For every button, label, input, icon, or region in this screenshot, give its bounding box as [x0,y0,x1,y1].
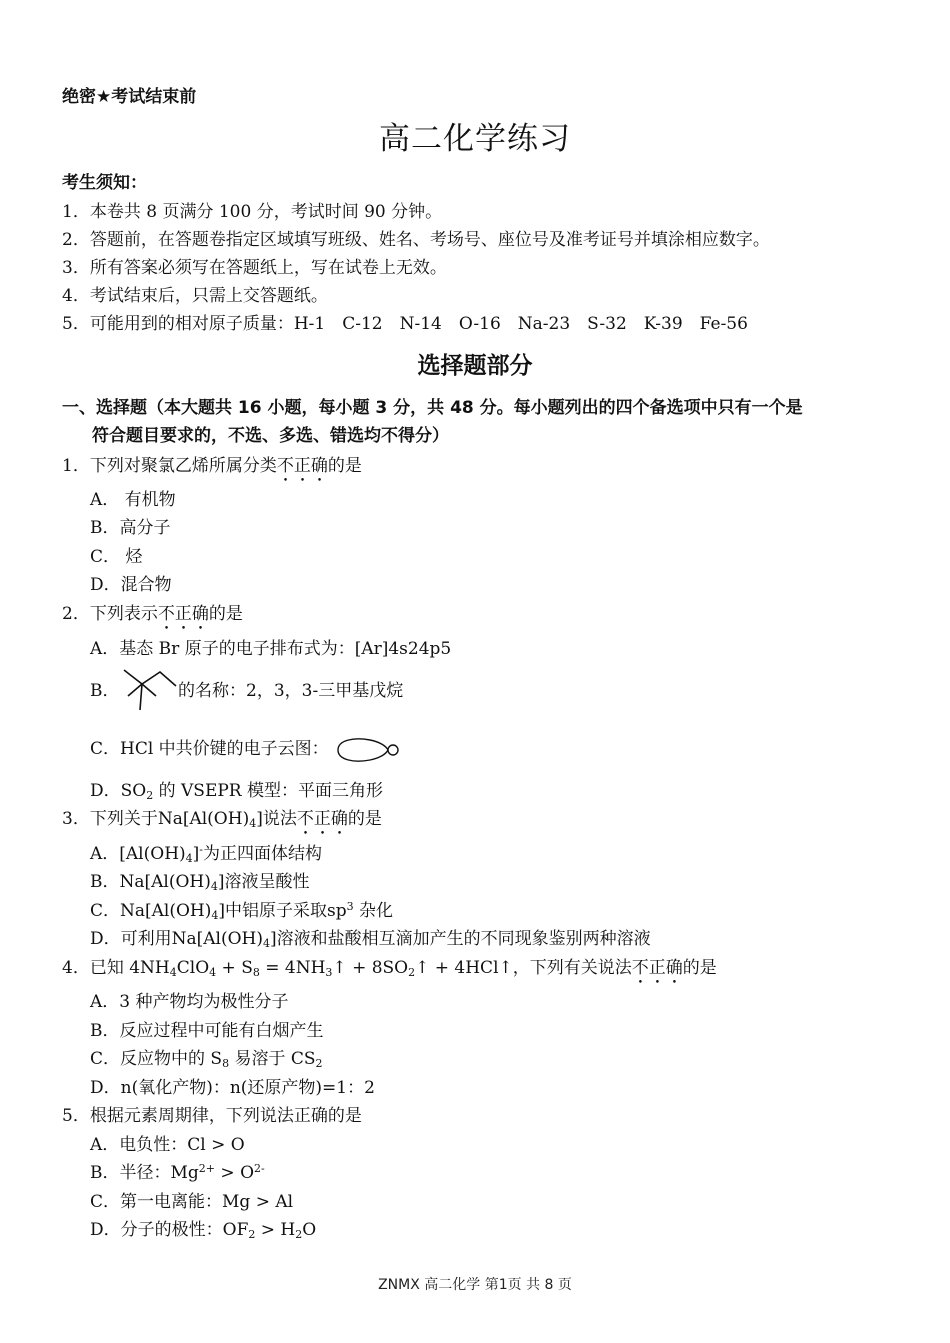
emphasis-text: 不正确 [276,456,328,476]
question-4-option-a: A．3 种产物均为极性分子 [90,992,289,1012]
part-heading-line-1: 一、选择题（本大题共 16 小题，每小题 3 分，共 48 分。每小题列出的四个备选项中只有一个是 [62,398,803,418]
question-1-option-b: B．高分子 [90,518,171,538]
stem-text: + S [216,958,253,978]
emphasis-text: 不正确 [157,604,209,624]
option-text: 杂化 [353,901,394,921]
question-5-option-c: C．第一电离能：Mg > Al [90,1192,294,1212]
page-footer: ZNMX 高二化学 第1页 共 8 页 [378,1277,572,1293]
option-text: 的名称：2，3，3-三甲基戊烷 [178,681,404,701]
confidential-mark: 绝密★考试结束前 [62,87,197,107]
question-2-stem [62,599,243,634]
notice-item-5: 5．可能用到的相对原子质量：H-1 C-12 N-14 O-16 Na-23 S-32 K-39 Fe-56 [62,314,748,334]
emphasis-text: 不正确 [631,958,683,978]
option-text: ]溶液和盐酸相互滴加产生的不同现象鉴别两种溶液 [270,929,651,949]
stem-text: ]说法 [256,809,297,829]
question-1-stem [62,451,362,486]
part-heading-line-2: 符合题目要求的，不选、多选、错选均不得分） [92,426,449,446]
stem-text: 4．已知 4NH [62,958,170,978]
question-5-option-d [90,1215,316,1241]
skeletal-formula-icon [120,662,178,712]
part-heading [62,394,902,450]
stem-text: 的是 [327,456,362,476]
option-text: D．可利用Na[Al(OH) [90,929,264,949]
option-text: A．[Al(OH) [90,844,186,864]
stem-text: = 4NH [259,958,326,978]
subscript: 4 [263,937,271,950]
question-4-stem [62,953,717,988]
superscript: 2+ [198,1162,216,1175]
stem-text: 3．下列关于Na[Al(OH) [62,809,250,829]
subscript: 8 [222,1057,230,1070]
subscript: 2 [295,1228,303,1241]
superscript: 3 [346,900,354,913]
notice-item-4: 4．考试结束后，只需上交答题纸。 [62,286,328,306]
question-1-option-a: A． 有机物 [90,490,176,510]
question-3-option-d [90,924,651,950]
superscript: - [199,843,204,856]
option-text: 为正四面体结构 [203,844,323,864]
question-4-option-b: B．反应过程中可能有白烟产生 [90,1021,324,1041]
stem-text: 的是 [682,958,717,978]
subscript: 4 [210,880,218,893]
subscript: 2 [248,1228,256,1241]
notice-heading: 考生须知： [62,173,147,193]
section-title: 选择题部分 [417,353,533,379]
question-2-option-a: A．基态 Br 原子的电子排布式为：[Ar]4s24p5 [90,639,452,659]
subscript: 8 [252,966,260,979]
subscript: 4 [185,852,193,865]
option-text: B．Na[Al(OH) [90,872,211,892]
stem-text: ↑ + 4HCl↑，下列有关说法 [415,958,632,978]
stem-text: ↑ + 8SO [332,958,409,978]
notice-item-2: 2．答题前，在答题卷指定区域填写班级、姓名、考场号、座位号及准考证号并填涂相应数字。 [62,230,770,250]
option-text: B．半径：Mg [90,1163,199,1183]
stem-text: 的是 [347,809,382,829]
subscript: 2 [146,789,154,802]
option-text: > O [215,1163,255,1183]
electron-cloud-icon [334,735,400,765]
option-label: B． [90,681,120,701]
subscript: 2 [408,966,416,979]
option-text: C．反应物中的 S [90,1049,223,1069]
question-5-stem: 5．根据元素周期律，下列说法正确的是 [62,1106,362,1126]
option-text: O [302,1220,317,1240]
option-text: D．SO [90,781,147,801]
subscript: 4 [169,966,177,979]
page-title: 高二化学练习 [379,121,571,157]
stem-text: 2．下列表示 [62,604,158,624]
question-1-option-c: C． 烃 [90,547,143,567]
question-4-option-c [90,1044,323,1070]
notice-item-3: 3．所有答案必须写在答题纸上，写在试卷上无效。 [62,258,447,278]
question-3-stem [62,804,382,839]
question-5-option-a: A．电负性：Cl > O [90,1135,245,1155]
question-2-option-d [90,776,383,802]
subscript: 4 [249,817,257,830]
option-text: 的 VSEPR 模型：平面三角形 [153,781,384,801]
question-4-option-d: D．n(氧化产物)：n(还原产物)=1：2 [90,1078,375,1098]
question-5-option-b [90,1158,265,1183]
question-2-option-c [90,734,400,765]
option-text: ]溶液呈酸性 [217,872,310,892]
option-text: ]中铝原子采取sp [218,901,347,921]
option-text: > H [255,1220,296,1240]
stem-text: 1．下列对聚氯乙烯所属分类 [62,456,277,476]
stem-text: 的是 [208,604,243,624]
question-1-option-d: D．混合物 [90,575,172,595]
stem-text: ClO [176,958,210,978]
option-text: C．Na[Al(OH) [90,901,212,921]
option-text: ] [192,844,200,864]
option-text: D．分子的极性：OF [90,1220,249,1240]
subscript: 4 [209,966,217,979]
question-3-option-c [90,896,393,922]
notice-item-1: 1．本卷共 8 页满分 100 分，考试时间 90 分钟。 [62,202,443,222]
option-text: C．HCl 中共价键的电子云图： [90,739,329,759]
option-text: 易溶于 CS [229,1049,316,1069]
question-3-option-b [90,867,310,893]
subscript: 2 [315,1057,323,1070]
question-3-option-a [90,839,322,865]
subscript: 3 [325,966,333,979]
emphasis-text: 不正确 [296,809,348,829]
superscript: 2- [254,1162,265,1175]
subscript: 4 [211,909,219,922]
